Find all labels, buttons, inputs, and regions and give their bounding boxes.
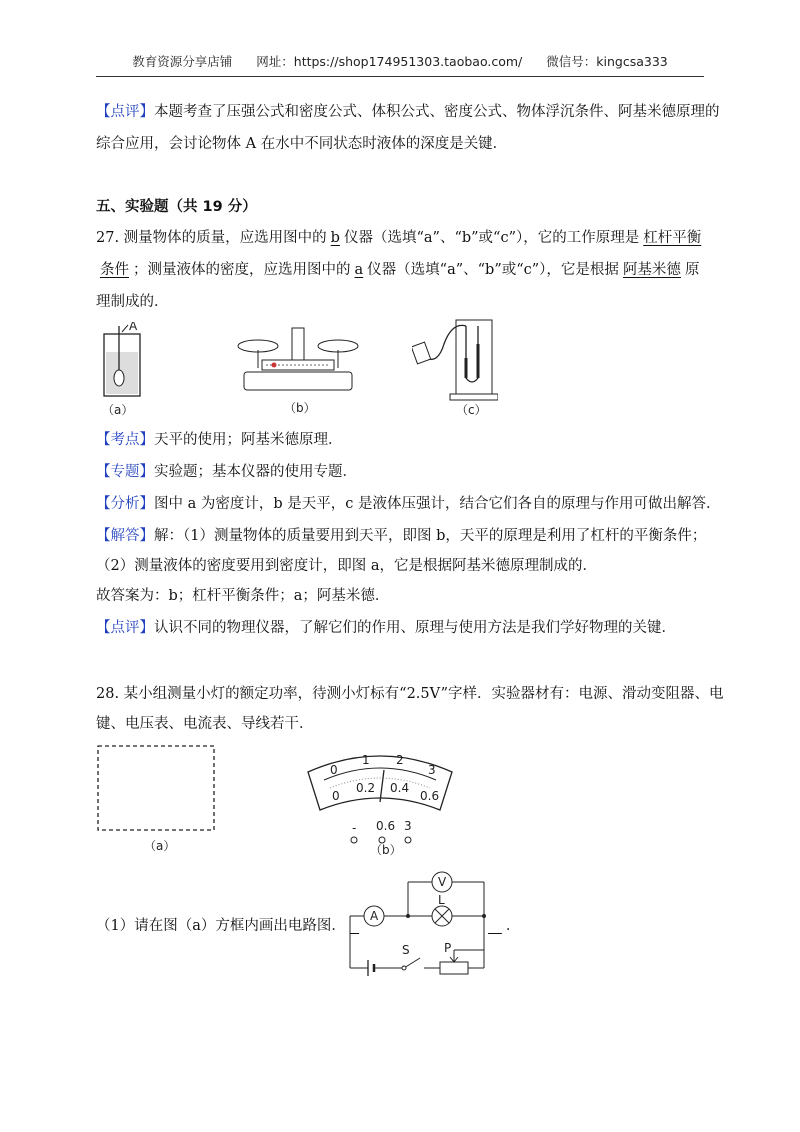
zhuanti-tag: 【专题】 (96, 464, 154, 480)
q27-fenxi (96, 494, 721, 514)
meter-top-0: 0 (330, 763, 338, 777)
q27-blank-2b: 条件 (100, 262, 129, 278)
q28-sub1-text: （1）请在图（a）方框内画出电路图． (96, 918, 346, 934)
prev-comment-line1 (96, 102, 720, 122)
q28-sub1-end (484, 916, 704, 936)
hydrometer-label: A (129, 322, 138, 333)
meter-bottom-0: 0 (332, 789, 340, 803)
header-wechat: 微信号：kingcsa333 (546, 54, 668, 69)
q27-blank-4: 阿基米德 (622, 262, 681, 278)
q27-jieda (96, 526, 707, 546)
q27-blank-2: 杠杆平衡 (643, 230, 702, 246)
q27-blank-3: a (354, 262, 364, 278)
hydrometer-figure (98, 322, 154, 418)
q28-line2: 键、电压表、电流表、导线若干． (96, 716, 314, 732)
terminal-neg: - (352, 821, 357, 835)
page-header (96, 52, 704, 72)
q28-sub1-blank-end (484, 918, 506, 934)
meter-top-1: 1 (362, 753, 370, 767)
fig-28b-label: （b） (370, 843, 402, 856)
fig-b-label: （b） (284, 401, 316, 415)
q28-sub1-blank (346, 918, 363, 934)
q27-blank-1: b (330, 230, 340, 246)
blank-circuit-box (96, 744, 220, 856)
jieda-text: 解：（1）测量物体的质量要用到天平，即图 b，天平的原理是利用了杠杆的平衡条件； (154, 528, 707, 544)
q27-text: 仪器（选填“a”、“b”或“c”），它的工作原理是 (343, 230, 640, 246)
q27-text: 27. 测量物体的质量，应选用图中的 (96, 230, 327, 246)
slider-label: P (444, 941, 452, 955)
kaodian-tag: 【考点】 (96, 432, 154, 448)
switch-label: S (402, 943, 410, 957)
terminal-06: 0.6 (376, 819, 396, 833)
section-title: 五、实验题（共 19 分） (96, 199, 257, 215)
header-shop: 教育资源分享店铺 (132, 54, 233, 69)
q27-text: 原 (684, 262, 700, 278)
zhuanti-text: 实验题；基本仪器的使用专题． (154, 464, 357, 480)
fig-a-label: （a） (102, 403, 134, 417)
q27-text: 仪器（选填“a”、“b”或“c”），它是根据 (367, 262, 619, 278)
pressure-gauge-figure (412, 314, 498, 418)
q27-line1 (96, 228, 704, 248)
meter-top-2: 2 (396, 753, 404, 767)
q27-line2 (96, 260, 704, 280)
q27-jieda2: （2）测量液体的密度要用到密度计，即图 a，它是根据阿基米德原理制成的． (96, 558, 597, 574)
lamp-label: L (438, 893, 445, 907)
terminal-3: 3 (404, 819, 412, 833)
meter-top-3: 3 (428, 763, 436, 777)
q27-line3: 理制成的． (96, 294, 169, 310)
q28-line1: 28. 某小组测量小灯的额定功率，待测小灯标有“2.5V”字样．实验器材有：电源、滑动变阻器、电 (96, 686, 724, 702)
kaodian-text: 天平的使用；阿基米德原理． (154, 432, 343, 448)
prev-comment-line2: 综合应用，会讨论物体 A 在水中不同状态时液体的深度是关键． (96, 136, 508, 152)
meter-figure (304, 744, 456, 856)
fig-28a-label: （a） (144, 839, 176, 853)
comment-text: 本题考查了压强公式和密度公式、体积公式、密度公式、物体浮沉条件、阿基米德原理的 (154, 104, 720, 120)
fenxi-tag: 【分析】 (96, 496, 154, 512)
header-rule (96, 76, 704, 77)
meter-bottom-1: 0.2 (356, 781, 376, 795)
balance-figure (236, 322, 360, 418)
fig-c-label: （c） (456, 403, 487, 417)
dianping-tag: 【点评】 (96, 620, 154, 636)
q27-zhuanti (96, 462, 704, 482)
header-site[interactable]: 网址：https://shop174951303.taobao.com/ (256, 54, 523, 69)
voltmeter-label: V (438, 875, 447, 889)
q27-dianping (96, 618, 704, 638)
fenxi-text: 图中 a 为密度计，b 是天平，c 是液体压强计，结合它们各自的原理与作用可做出解答． (154, 496, 721, 512)
dianping-text: 认识不同的物理仪器，了解它们的作用、原理与使用方法是我们学好物理的关键． (154, 620, 676, 636)
q27-answer: 故答案为：b；杠杆平衡条件；a；阿基米德． (96, 588, 390, 604)
q27-text: ；测量液体的密度，应选用图中的 (133, 262, 351, 278)
jieda-tag: 【解答】 (96, 528, 154, 544)
meter-bottom-2: 0.4 (390, 781, 410, 795)
q27-kaodian (96, 430, 704, 450)
q28-sub1-period: ． (505, 918, 521, 934)
meter-bottom-3: 0.6 (420, 789, 440, 803)
comment-tag: 【点评】 (96, 104, 154, 120)
ammeter-label: A (370, 909, 379, 923)
